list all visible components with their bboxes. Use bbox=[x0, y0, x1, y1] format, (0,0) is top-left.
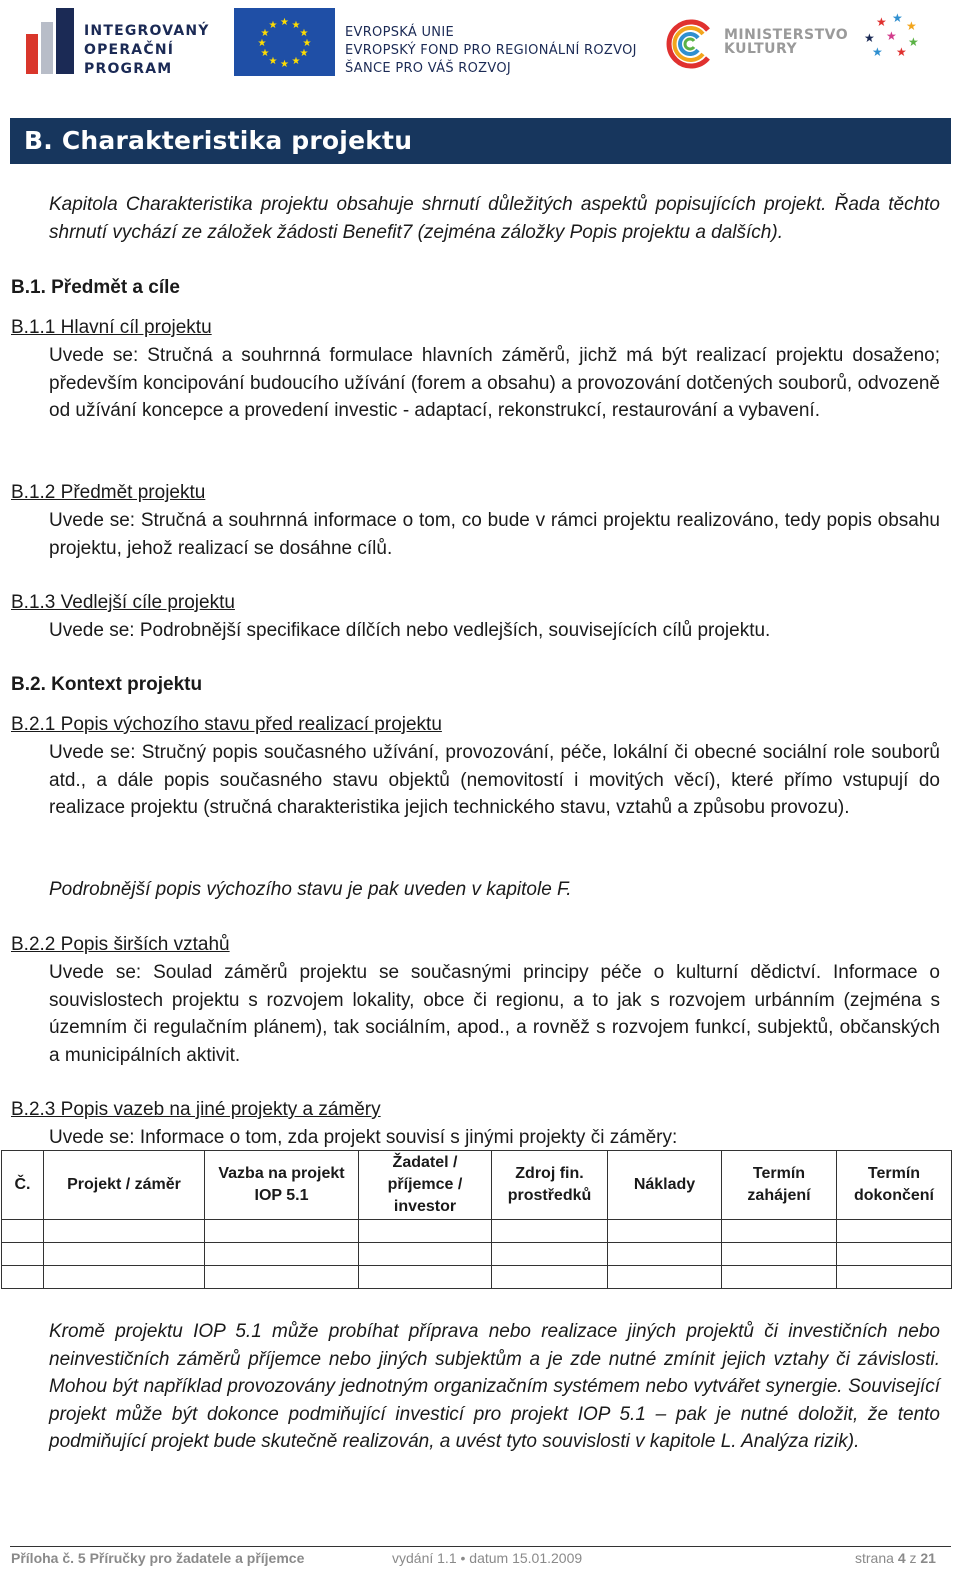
table-header-cell: Č. bbox=[2, 1151, 44, 1220]
b1-3-heading: B.1.3 Vedlejší cíle projektu bbox=[11, 592, 235, 613]
b1-heading: B.1. Předmět a cíle bbox=[11, 277, 180, 298]
table-cell[interactable] bbox=[359, 1220, 492, 1243]
table-cell[interactable] bbox=[205, 1266, 359, 1289]
svg-text:★: ★ bbox=[892, 12, 903, 25]
table-header-cell: Náklady bbox=[608, 1151, 722, 1220]
table-cell[interactable] bbox=[837, 1220, 952, 1243]
related-projects-table bbox=[1, 1150, 952, 1289]
table-cell[interactable] bbox=[608, 1220, 722, 1243]
b2-1-text: Uvede se: Stručný popis současného užívání, provozování, péče, lokální či obecné sociální role souborů atd., a dále popis současného stavu objektů (nemovitostí i movitých věcí), které přímo vstupují do realizace projektu (stručná charakteristika jejich technického stavu, vztahů a způsobu provozu). bbox=[49, 742, 940, 818]
ministry-culture-logo-icon bbox=[662, 16, 718, 72]
eu-logo-text: EVROPSKÁ UNIE EVROPSKÝ FOND PRO REGIONÁLNÍ ROZVOJ ŠANCE PRO VÁŠ ROZVOJ bbox=[345, 25, 637, 76]
svg-text:★: ★ bbox=[268, 56, 278, 67]
iop-logo-text: INTEGROVANÝ OPERAČNÍ PROGRAM bbox=[84, 23, 210, 77]
b1-1-heading: B.1.1 Hlavní cíl projektu bbox=[11, 317, 212, 338]
svg-text:★: ★ bbox=[876, 15, 887, 29]
b2-1-heading: B.2.1 Popis výchozího stavu před realizací projektu bbox=[11, 714, 442, 735]
iop-logo-icon bbox=[24, 8, 80, 78]
svg-text:★: ★ bbox=[896, 45, 907, 59]
table-cell[interactable] bbox=[837, 1266, 952, 1289]
table-header-cell: Žadatel / příjemce / investor bbox=[359, 1151, 492, 1220]
intro-text: Kapitola Charakteristika projektu obsahuje shrnutí důležitých aspektů popisujících projekt. Řada těchto shrnutí vychází ze záložek žádosti Benefit7 (zejména záložky Popis projektu a dalších). bbox=[49, 194, 940, 243]
footer-edition-text: vydání 1.1 • datum 15.01.2009 bbox=[392, 1550, 583, 1566]
svg-text:★: ★ bbox=[280, 17, 289, 28]
table-header-cell: Projekt / záměr bbox=[44, 1151, 205, 1220]
svg-text:★: ★ bbox=[886, 29, 897, 43]
table-row bbox=[2, 1266, 952, 1289]
svg-text:★: ★ bbox=[257, 38, 267, 49]
table-cell[interactable] bbox=[44, 1220, 205, 1243]
table-cell[interactable] bbox=[722, 1266, 837, 1289]
table-cell[interactable] bbox=[44, 1266, 205, 1289]
b2-2-heading: B.2.2 Popis širších vztahů bbox=[11, 934, 230, 955]
b2-3-text: Uvede se: Informace o tom, zda projekt souvisí s jinými projekty či záměry: bbox=[49, 1127, 678, 1148]
table-row bbox=[2, 1243, 952, 1266]
b1-2-heading: B.1.2 Předmět projektu bbox=[11, 482, 206, 503]
svg-text:★: ★ bbox=[268, 20, 278, 31]
table-cell[interactable] bbox=[2, 1243, 44, 1266]
table-row bbox=[2, 1220, 952, 1243]
table-cell[interactable] bbox=[722, 1220, 837, 1243]
b1-3-text: Uvede se: Podrobnější specifikace dílčích nebo vedlejších, souvisejících cílů projektu. bbox=[49, 620, 771, 641]
iop-logo bbox=[24, 8, 210, 78]
table-cell[interactable] bbox=[492, 1243, 608, 1266]
table-cell[interactable] bbox=[492, 1266, 608, 1289]
table-cell[interactable] bbox=[722, 1243, 837, 1266]
footer-divider bbox=[10, 1546, 951, 1547]
table-cell[interactable] bbox=[205, 1220, 359, 1243]
table-cell[interactable] bbox=[2, 1220, 44, 1243]
table-cell[interactable] bbox=[608, 1266, 722, 1289]
svg-text:★: ★ bbox=[280, 59, 289, 70]
b1-2-text: Uvede se: Stručná a souhrnná informace o tom, co bude v rámci projektu realizováno, tedy popis obsahu projektu, jehož realizací se dosáhne cílů. bbox=[49, 510, 940, 559]
footer-page-number: strana 4 z 21 bbox=[855, 1550, 936, 1566]
svg-text:★: ★ bbox=[260, 48, 270, 59]
eu-flag-icon bbox=[234, 8, 335, 76]
closing-text: Kromě projektu IOP 5.1 může probíhat příprava nebo realizace jiných projektů či investičních nebo neinvestičních záměrů příjemce nebo jiných subjektům a je zde nutné zmínit jejich vztahy či závislosti. Mohou být například provozovány jednotným organizačním systémem nebo vytvářet synergie. Související projekt může být dokonce podmiňující investicí pro projekt IOP 5.1 – pak je nutné doložit, že tento podmiňující projekt bude skutečně realizován, a uvést tyto souvislosti v kapitole L. Analýza rizik). bbox=[49, 1321, 940, 1452]
section-title-banner bbox=[10, 118, 951, 164]
svg-text:★: ★ bbox=[908, 35, 919, 49]
b1-1-text: Uvede se: Stručná a souhrnná formulace hlavních záměrů, jichž má být realizací projektu dosaženo; především koncipování budoucího užívání (forem a obsahu) a provozování dotčených souborů, odvozeně od užívání koncepce a provedení investic - adaptací, rekonstrukcí, restaurování a vybavení. bbox=[49, 345, 940, 421]
svg-text:★: ★ bbox=[299, 48, 309, 59]
table-cell[interactable] bbox=[2, 1266, 44, 1289]
table-header-cell: Zdroj fin. prostředků bbox=[492, 1151, 608, 1220]
b2-2-text: Uvede se: Soulad záměrů projektu se současnými principy péče o kulturní dědictví. Informace o souvislostech projektu s rozvojem lokality, obce či regionu, a to jak s rozvojem urbánním (zejména s územním či regulačním plánem), tak sociálním, apod., a rovněž s rozvojem funkcí, subjektů, občanských a municipálních aktivit. bbox=[49, 962, 940, 1066]
table-header-row bbox=[2, 1151, 952, 1220]
svg-text:★: ★ bbox=[872, 45, 883, 59]
b2-1-note: Podrobnější popis výchozího stavu je pak uveden v kapitole F. bbox=[49, 879, 572, 900]
table-header-cell: Termín dokončení bbox=[837, 1151, 952, 1220]
svg-text:★: ★ bbox=[299, 28, 309, 39]
table-cell[interactable] bbox=[359, 1266, 492, 1289]
svg-text:★: ★ bbox=[302, 38, 312, 49]
section-title: B. Charakteristika projektu bbox=[24, 126, 413, 155]
table-cell[interactable] bbox=[44, 1243, 205, 1266]
header-logos bbox=[0, 0, 960, 100]
table-cell[interactable] bbox=[492, 1220, 608, 1243]
kultura-evropa-stars-icon bbox=[858, 12, 928, 78]
table-cell[interactable] bbox=[608, 1243, 722, 1266]
ministry-culture-text: MINISTERSTVO KULTURY bbox=[724, 27, 849, 57]
table-header-cell: Termín zahájení bbox=[722, 1151, 837, 1220]
svg-text:★: ★ bbox=[291, 20, 301, 31]
table-cell[interactable] bbox=[205, 1243, 359, 1266]
svg-text:★: ★ bbox=[291, 56, 301, 67]
b2-heading: B.2. Kontext projektu bbox=[11, 674, 203, 695]
b2-3-heading: B.2.3 Popis vazeb na jiné projekty a záměry bbox=[11, 1099, 381, 1120]
svg-text:★: ★ bbox=[864, 31, 875, 45]
table-cell[interactable] bbox=[359, 1243, 492, 1266]
table-header-cell: Vazba na projekt IOP 5.1 bbox=[205, 1151, 359, 1220]
table-cell[interactable] bbox=[837, 1243, 952, 1266]
svg-text:★: ★ bbox=[260, 28, 270, 39]
svg-text:★: ★ bbox=[906, 19, 917, 33]
footer-left-text: Příloha č. 5 Příručky pro žadatele a příjemce bbox=[11, 1550, 305, 1566]
